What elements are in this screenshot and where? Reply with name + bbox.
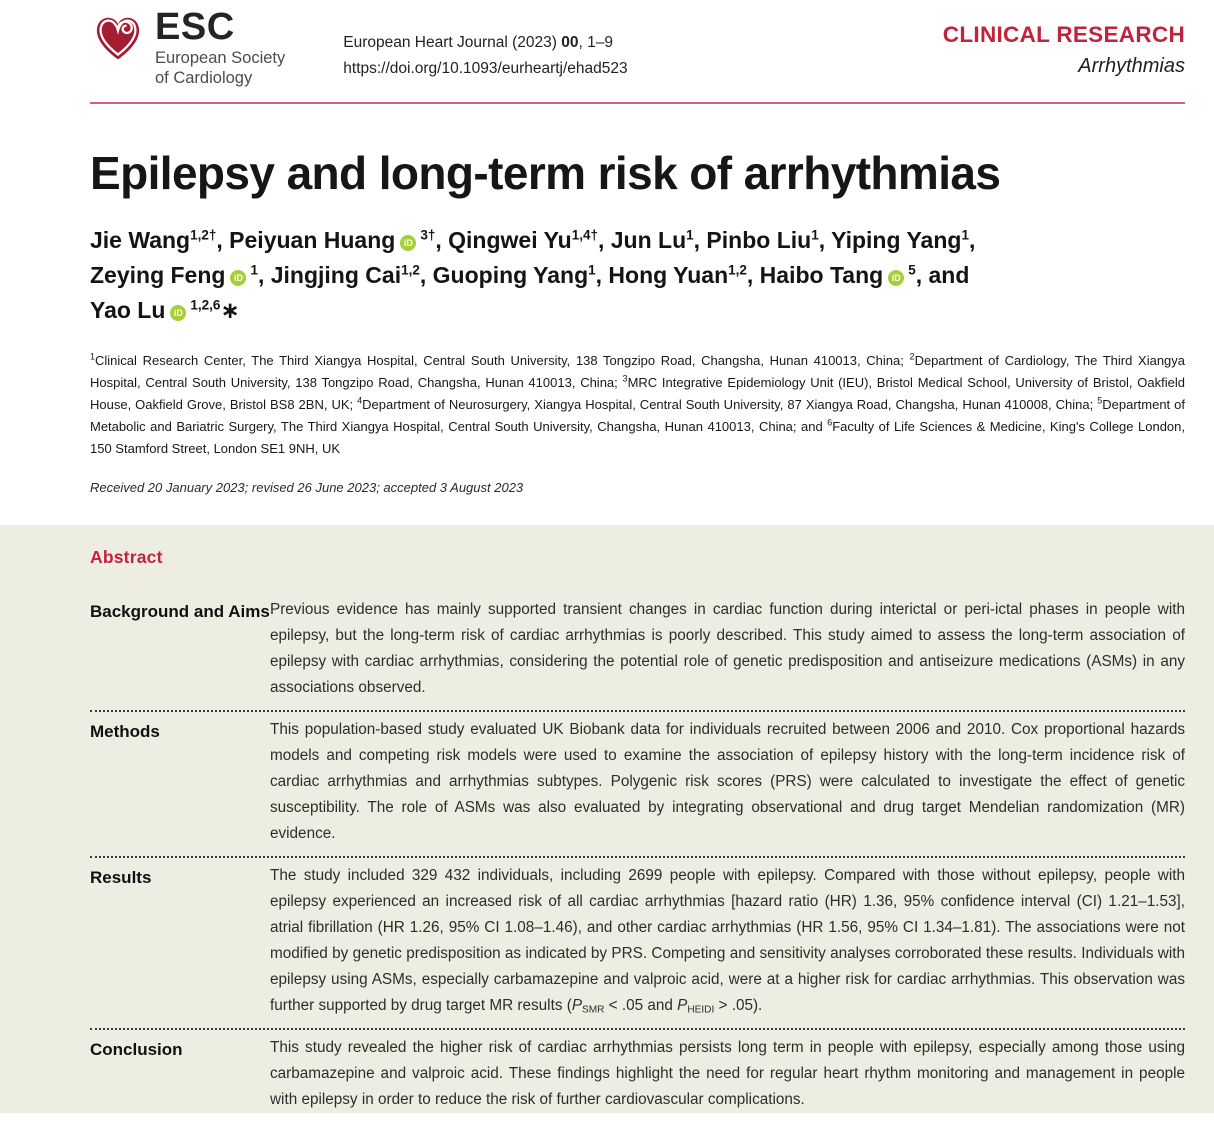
abstract-body-methods: This population-based study evaluated UK Biobank data for individuals recruited between 2006 and 2010. Cox proportional hazards models and competing risk models were used to examine the association of epilepsy history with the long-term incidence risk of cardiac arrhythmias and arrhythmias subtypes. Polygenic risk scores (PRS) were calculated to investigate the effect of genetic susceptibility. The role of ASMs was also evaluated by integrating observational and drug target Mendelian randomization (MR) evidence. <box>270 720 1185 842</box>
esc-logo <box>90 6 286 88</box>
abstract-table <box>90 592 1185 1122</box>
abstract-body-conclusion: This study revealed the higher risk of cardiac arrhythmias persists long term in people with epilepsy, especially among those using carbamazepine and valproic acid. These findings highlight the need for regular heart rhythm monitoring and management in people with epilepsy in order to reduce the risk of further cardiovascular complications. <box>270 1038 1185 1108</box>
abstract-row-methods <box>90 710 1185 856</box>
abstract-label-background: Background and Aims <box>90 601 270 621</box>
orcid-icon[interactable]: iD <box>400 235 416 251</box>
author-list <box>90 223 1185 328</box>
abstract-row-results <box>90 856 1185 1028</box>
esc-society-line2: of Cardiology <box>155 68 253 87</box>
author-line-1: Jie Wang$^{1,2\dagger}$, Peiyuan Huang $iD^{3\dagger}$, Qingwei $Yu^{1,4\dagger}$, Jun Lu$^1$, Pinbo Liu$^1$, Yiping Yang$^1$, <box>90 226 976 253</box>
author-line-3: Yao Lu iD$^{1,2,6}$∗ <box>90 296 240 323</box>
abstract-heading: Abstract <box>90 546 163 567</box>
esc-logo-text <box>155 6 286 88</box>
orcid-icon[interactable]: iD <box>888 270 904 286</box>
article-title: Epilepsy and long-term risk of arrhythmias <box>90 147 1001 200</box>
article-front-matter <box>0 148 1214 495</box>
journal-citation-block <box>343 9 627 82</box>
esc-heart-icon <box>90 9 146 65</box>
abstract-body-background: Previous evidence has mainly supported transient changes in cardiac function during interictal or peri-ictal phases in people with epilepsy, but the long-term risk of cardiac arrhythmias is poorly described. This study aimed to assess the long-term association of epilepsy with cardiac arrhythmias, considering the potential role of genetic predisposition and antiseizure medications (ASMs) in any associations observed. <box>270 600 1185 696</box>
abstract-label-results: Results <box>90 867 152 887</box>
journal-masthead <box>0 0 1214 88</box>
abstract-row-conclusion <box>90 1028 1185 1122</box>
header-divider <box>90 102 1185 104</box>
article-category: CLINICAL RESEARCH <box>942 22 1185 47</box>
orcid-icon[interactable]: iD <box>170 305 186 321</box>
author-line-2: Zeying Feng $iD^1$, Jingjing Cai$^{1,2}$, Guoping Yang$^1$, Hong Yuan$^{1,2}$, Haibo Tang $iD^5$, and <box>90 261 970 288</box>
affiliations: $^1$Clinical Research Center, The Third Xiangya Hospital, Central South University, 138 Tongzipo Road, Changsha, Hunan 410013, China; $^2$Department of Cardiology, The Third Xiangya Hospital, Central South University, 138 Tongzipo Road, Changsha, Hunan 410013, China; $^3$MRC Integrative Epidemiology Unit (IEU), Bristol Medical School, University of Bristol, Oakfield House, Oakfield Grove, Bristol BS8 2BN, UK; $^4$Department of Neurosurgery, Xiangya Hospital, Central South University, 87 Xiangya Road, Changsha, Hunan 410008, China; $^5$Department of Metabolic and Bariatric Surgery, The Third Xiangya Hospital, Central South University, Changsha, Hunan 410013, China; and $^6$Faculty of Life Sciences & Medicine, King's College London, 150 Stamford Street, London SE1 9NH, UK <box>90 351 1186 456</box>
abstract-label-methods: Methods <box>90 721 160 741</box>
orcid-icon[interactable]: iD <box>230 270 246 286</box>
abstract-body-results: The study included 329 432 individuals, including 2699 people with epilepsy. Compared with those without epilepsy, people with epilepsy experienced an increased risk of all cardiac arrhythmias [hazard ratio (HR) 1.36, 95% confidence interval (CI) 1.21–1.53], atrial fibrillation (HR 1.26, 95% CI 1.08–1.46), and other cardiac arrhythmias (HR 1.56, 95% CI 1.34–1.81). The associations were not modified by genetic predisposition as indicated by PRS. Competing and sensitivity analyses corroborated these results. Individuals with epilepsy using ASMs, especially carbamazepine and valproic acid, were at a higher risk for cardiac arrhythmias. This observation was further supported by drug target MR results ($P_{SMR} < .05$ and $P_{HEIDI} > .05$). <box>270 866 1185 1016</box>
abstract-label-conclusion: Conclusion <box>90 1039 183 1059</box>
article-category-block <box>943 9 1185 78</box>
abstract-section <box>0 525 1214 1113</box>
received-dates: Received 20 January 2023; revised 26 June 2023; accepted 3 August 2023 <box>90 479 524 495</box>
esc-society-line1: European Society <box>155 49 286 68</box>
article-topic: Arrhythmias <box>1078 55 1185 77</box>
esc-wordmark: ESC <box>155 6 235 48</box>
abstract-row-background <box>90 592 1185 710</box>
doi-link[interactable]: https://doi.org/10.1093/eurheartj/ehad523 <box>343 60 628 78</box>
journal-citation: European Heart Journal (2023) 00, 1–9 <box>343 34 613 51</box>
